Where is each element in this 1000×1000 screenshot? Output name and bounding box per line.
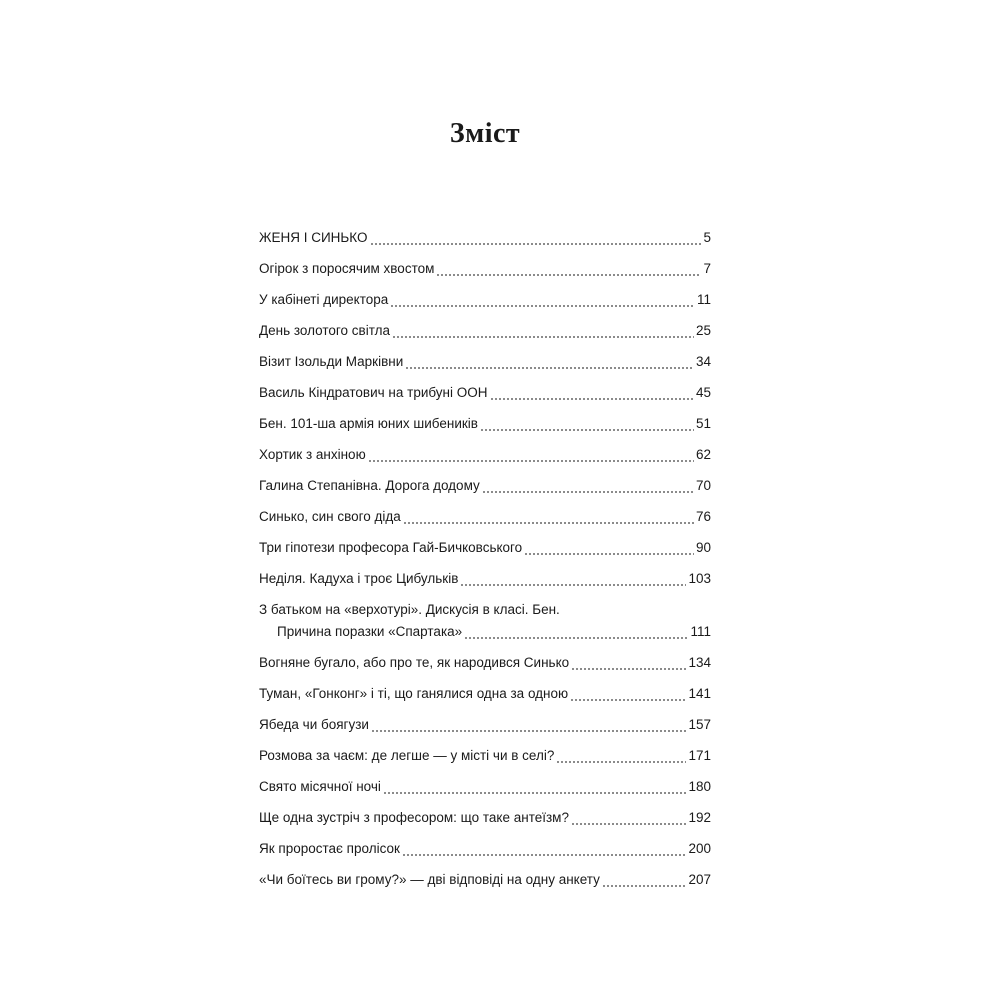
toc-page-number: 90 [695, 540, 711, 555]
toc-entry-title: Ще одна зустріч з професором: що таке антеїзм? [259, 810, 569, 825]
toc-entry [259, 538, 711, 569]
toc-entry [259, 228, 711, 259]
dot-leader [460, 569, 686, 589]
toc-entry [259, 870, 711, 901]
toc-entry-title: Василь Кіндратович на трибуні ООН [259, 385, 488, 400]
toc-entry-title: Ябеда чи боягузи [259, 717, 369, 732]
toc-entry-title: Розмова за чаєм: де легше — у місті чи в селі? [259, 748, 555, 763]
dot-leader [464, 622, 688, 642]
toc-page-number: 62 [695, 447, 711, 462]
toc-page-number: 7 [703, 261, 711, 276]
dot-leader [392, 321, 694, 341]
toc-page-number: 51 [695, 416, 711, 431]
toc-entry-title-line2: Причина поразки «Спартака» [277, 624, 463, 639]
toc-entry-title-line1: З батьком на «верхотурі». Дискусія в класі. Бен. [259, 602, 560, 617]
toc-entry-title: Галина Степанівна. Дорога додому [259, 478, 480, 493]
toc-entry-title: Бен. 101-ша армія юних шибеників [259, 416, 478, 431]
toc-entry [259, 352, 711, 383]
toc-entry-title: Синько, син свого діда [259, 509, 401, 524]
dot-leader [405, 352, 694, 372]
toc-entry [259, 569, 711, 600]
dot-leader [371, 715, 687, 735]
toc-entry [259, 476, 711, 507]
toc-entry [259, 600, 711, 653]
toc-page-number: 34 [695, 354, 711, 369]
toc-entry-title: У кабінеті директора [259, 292, 389, 307]
toc-page-number: 134 [688, 655, 711, 670]
toc-entry-title: «Чи боїтесь ви грому?» — дві відповіді на одну анкету [259, 872, 600, 887]
dot-leader [602, 870, 687, 890]
toc-entry-title: Туман, «Гонконг» і ті, що ганялися одна за одною [259, 686, 569, 701]
toc-entry [259, 653, 711, 684]
dot-leader [402, 839, 687, 859]
dot-leader [556, 746, 686, 766]
toc-page-number: 5 [703, 230, 711, 245]
dot-leader [490, 383, 694, 403]
toc-page-number: 171 [688, 748, 711, 763]
toc-entry [259, 259, 711, 290]
toc-entry-title: Неділя. Кадуха і троє Цибульків [259, 571, 459, 586]
toc-entry-title: День золотого світла [259, 323, 390, 338]
toc-page-number: 111 [690, 624, 711, 639]
toc-page-number: 45 [695, 385, 711, 400]
table-of-contents [259, 228, 711, 901]
toc-entry-title: ЖЕНЯ І СИНЬКО [259, 230, 368, 245]
toc-entry [259, 507, 711, 538]
toc-entry-title: Три гіпотези професора Гай-Бичковського [259, 540, 523, 555]
dot-leader [571, 653, 686, 673]
toc-page-number: 200 [688, 841, 711, 856]
dot-leader [482, 476, 694, 496]
toc-entry [259, 715, 711, 746]
toc-entry-title: Свято місячної ночі [259, 779, 381, 794]
toc-entry [259, 839, 711, 870]
toc-page-number: 25 [695, 323, 711, 338]
dot-leader [403, 507, 694, 527]
toc-page-number: 11 [696, 292, 711, 307]
toc-page-number: 192 [688, 810, 711, 825]
dot-leader [570, 684, 686, 704]
dot-leader [390, 290, 695, 310]
toc-entry-title: Вогняне бугало, або про те, як народився Синько [259, 655, 570, 670]
toc-entry-title: Хортик з анхіною [259, 447, 366, 462]
dot-leader [368, 445, 694, 465]
dot-leader [383, 777, 687, 797]
toc-page-number: 141 [688, 686, 711, 701]
toc-entry-title: Огірок з поросячим хвостом [259, 261, 435, 276]
toc-entry [259, 445, 711, 476]
toc-entry [259, 321, 711, 352]
toc-entry-last-row [259, 622, 711, 642]
toc-page-number: 180 [688, 779, 711, 794]
dot-leader [524, 538, 694, 558]
dot-leader [436, 259, 701, 279]
toc-page-number: 103 [688, 571, 711, 586]
toc-entry [259, 777, 711, 808]
toc-entry [259, 684, 711, 715]
toc-page-number: 70 [695, 478, 711, 493]
toc-page-number: 76 [695, 509, 711, 524]
toc-entry [259, 808, 711, 839]
toc-entry [259, 290, 711, 321]
toc-entry [259, 414, 711, 445]
toc-entry-title: Як проростає пролісок [259, 841, 400, 856]
dot-leader [480, 414, 694, 434]
dot-leader [571, 808, 686, 828]
toc-page-number: 157 [688, 717, 711, 732]
page-title: Зміст [449, 118, 521, 149]
toc-page-number: 207 [688, 872, 711, 887]
toc-entry [259, 746, 711, 777]
toc-entry-title: Візит Ізольди Марківни [259, 354, 404, 369]
toc-entry [259, 383, 711, 414]
dot-leader [370, 228, 702, 248]
